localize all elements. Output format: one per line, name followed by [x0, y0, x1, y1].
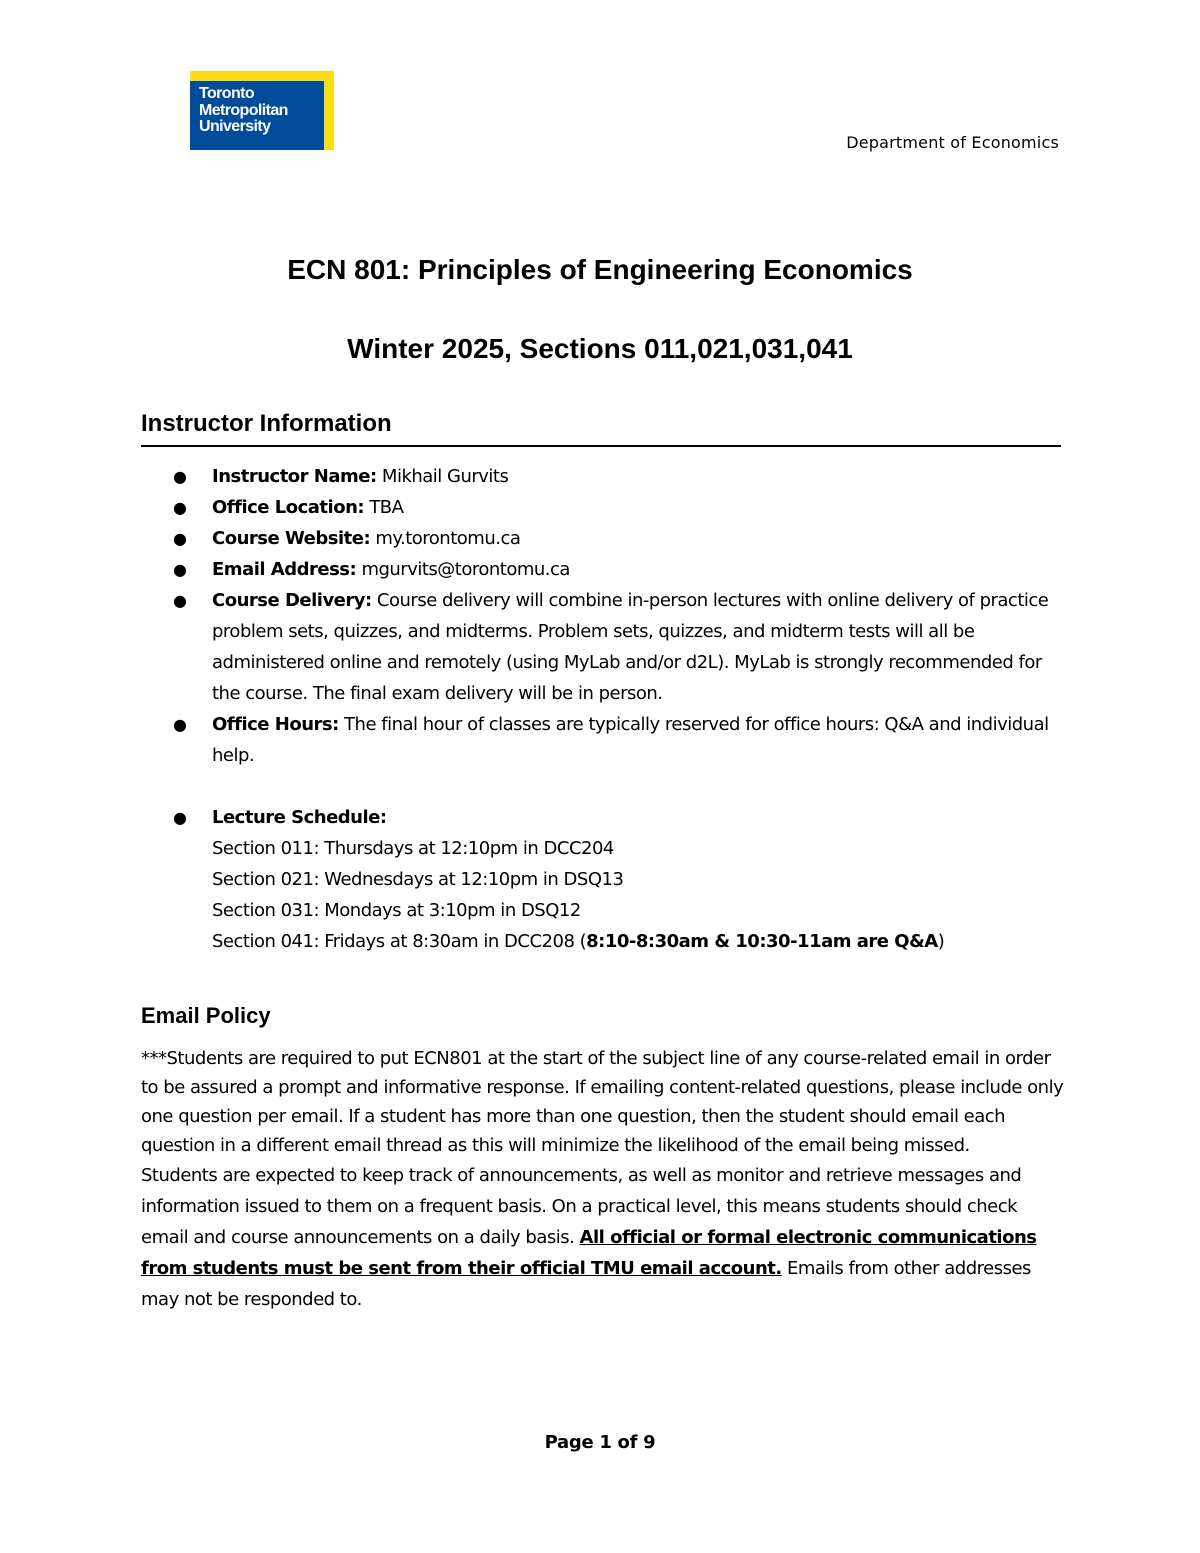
bullet-icon: ●: [173, 467, 187, 486]
list-item-office-location: [0, 492, 1062, 523]
email-policy-heading: Email Policy: [141, 1003, 271, 1028]
page-number: Page 1 of 9: [544, 1432, 656, 1453]
university-logo: [190, 71, 334, 150]
schedule-line: Section 021: Wednesdays at 12:10pm in DSQ13: [212, 869, 624, 890]
bullet-icon: ●: [173, 529, 187, 548]
logo-line-1: Toronto: [199, 85, 255, 102]
logo-line-3: University: [199, 118, 271, 135]
item-value: mgurvits@torontomu.ca: [356, 559, 570, 580]
heading-rule: [141, 445, 1061, 447]
item-value: Mikhail Gurvits: [376, 466, 509, 487]
email-policy-paragraph-2: [141, 1160, 1066, 1315]
instructor-info-list: [0, 461, 1200, 957]
schedule-line: Section 031: Mondays at 3:10pm in DSQ12: [212, 900, 581, 921]
item-value: my.torontomu.ca: [370, 528, 521, 549]
email-policy-paragraph-1: ***Students are required to put ECN801 at the start of the subject line of any course-related email in order to be assured a prompt and informative response. If emailing content-related questions, please include only one question per email. If a student has more than one question, then the student should email each question in a different email thread as this will minimize the likelihood of the email being missed.: [141, 1048, 1064, 1156]
logo-line-2: Metropolitan: [199, 101, 288, 119]
bullet-icon: ●: [173, 808, 187, 827]
instructor-info-heading: Instructor Information: [141, 410, 392, 437]
item-value: The final hour of classes are typically reserved for office hours: Q&A and individual help.: [212, 714, 1049, 766]
bullet-icon: ●: [173, 715, 187, 734]
item-value: Course delivery will combine in-person lectures with online delivery of practice problem sets, quizzes, and midterms. Problem sets, quizzes, and midterm tests will all be administered online and remotely (using MyLab and/or d2L). MyLab is strongly recommended for the course. The final exam delivery will be in person.: [212, 590, 1049, 704]
schedule-last-bold: 8:10-8:30am & 10:30-11am are Q&A: [586, 931, 938, 952]
bullet-icon: ●: [173, 498, 187, 517]
schedule-last-suffix: ): [937, 931, 945, 952]
item-label: Instructor Name:: [212, 466, 377, 487]
schedule-last-prefix: Section 041: Fridays at 8:30am in DCC208 (: [212, 931, 587, 952]
logo-yellow-bar: [190, 71, 288, 81]
term-title: Winter 2025, Sections 011,021,031,041: [347, 333, 853, 364]
list-item-office-hours: [0, 709, 1062, 771]
list-item-lecture-schedule: [0, 802, 1062, 957]
item-label: Office Location:: [212, 497, 365, 518]
logo-wordmark: [199, 86, 288, 136]
course-title: ECN 801: Principles of Engineering Economics: [287, 254, 913, 285]
item-label: Email Address:: [212, 559, 357, 580]
official-email-requirement: All official or formal electronic communications from students must be sent from their official TMU email account.: [141, 1227, 1037, 1279]
paragraph-2-start: Students are expected to keep track of announcements, as well as monitor and retrieve messages and information issued to them on a frequent basis. On a practical level, this means students should check email and course announcements on a daily basis.: [141, 1165, 1022, 1248]
item-label: Lecture Schedule:: [212, 807, 387, 828]
department-name: Department of Economics: [846, 133, 1059, 152]
list-item-course-delivery: [0, 585, 1062, 709]
list-item-instructor-name: [0, 461, 1062, 492]
email-policy-body: [141, 1044, 1066, 1315]
item-label: Course Delivery:: [212, 590, 372, 611]
list-spacer: [0, 771, 1062, 802]
bullet-icon: ●: [173, 560, 187, 579]
bullet-icon: ●: [173, 591, 187, 610]
list-item-email-address: [0, 554, 1062, 585]
schedule-line: Section 011: Thursdays at 12:10pm in DCC204: [212, 838, 614, 859]
paragraph-2-end: Emails from other addresses may not be responded to.: [141, 1258, 1031, 1310]
item-label: Office Hours:: [212, 714, 339, 735]
item-value: TBA: [364, 497, 404, 518]
list-item-course-website: [0, 523, 1062, 554]
item-label: Course Website:: [212, 528, 371, 549]
schedule-line-last: [212, 926, 1062, 957]
